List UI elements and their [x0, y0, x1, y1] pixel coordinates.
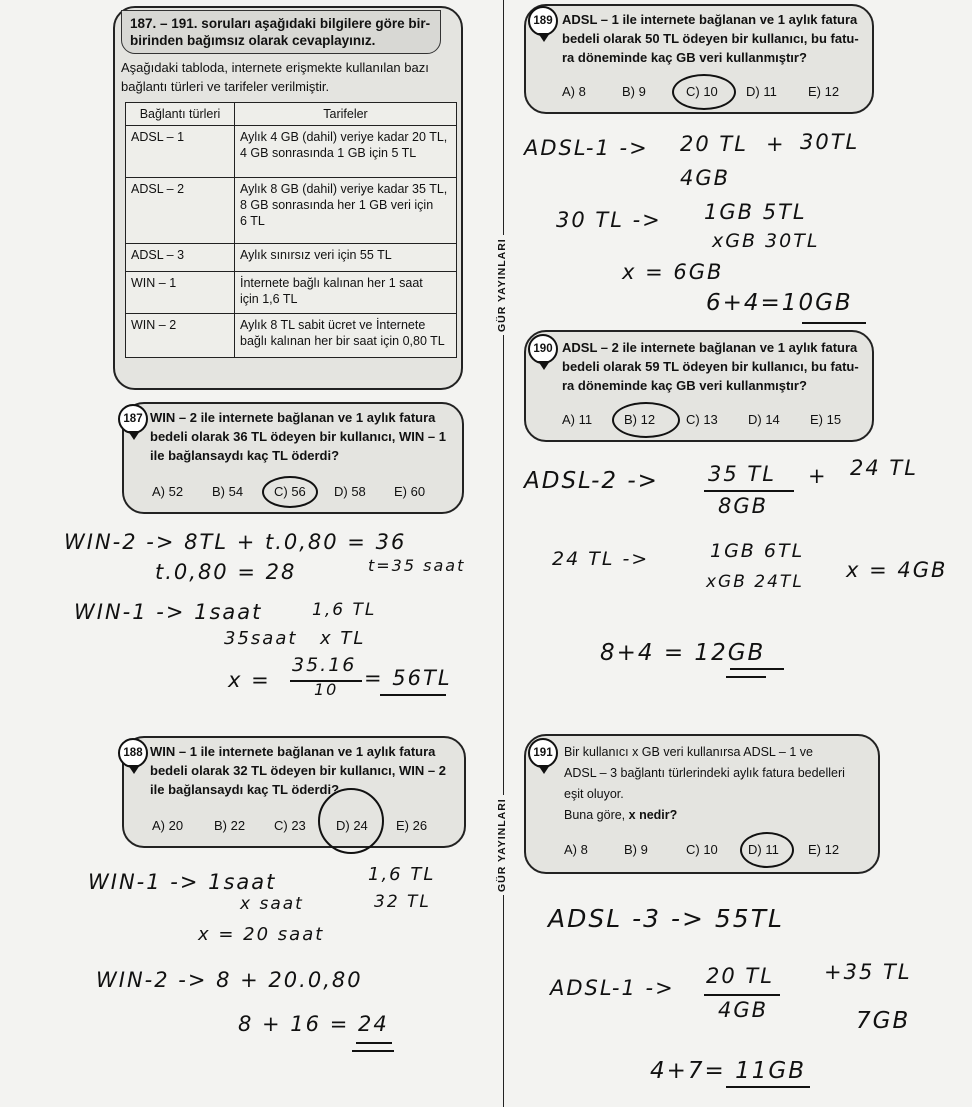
solution-189-line1: ADSL-1 -> [524, 136, 649, 160]
info-intro-line1: Aşağıdaki tabloda, internete erişmekte kullanılan bazı [121, 60, 429, 75]
question-190-text [562, 338, 859, 395]
cell-type: WIN – 2 [126, 314, 235, 358]
option-d[interactable]: D) 24 [336, 818, 368, 833]
question-line: bedeli olarak 59 TL ödeyen bir kullanıcı, bu fatu- [562, 359, 859, 374]
publisher-label-top: GÜR YAYINLARI [496, 235, 508, 335]
cell-tariff [235, 272, 457, 314]
tariff-line: Aylık 4 GB (dahil) veriye kadar 20 TL, [240, 130, 448, 144]
solution-187-x: x = [228, 668, 271, 692]
cell-tariff [235, 126, 457, 178]
option-e[interactable]: E) 12 [808, 84, 840, 99]
option-c[interactable]: C) 10 [686, 842, 718, 857]
tariff-line: 8 GB sonrasında her 1 GB veri için [240, 198, 434, 212]
solution-191-num1: 20 TL [706, 964, 774, 988]
answer-circle [262, 476, 318, 508]
option-a[interactable]: A) 8 [562, 84, 586, 99]
option-d[interactable]: D) 11 [748, 842, 779, 857]
solution-190-line4: xGB 24TL [706, 572, 804, 592]
info-intro [121, 58, 429, 96]
col-header-tariff: Tarifeler [235, 103, 457, 126]
publisher-label-bottom: GÜR YAYINLARI [496, 795, 508, 895]
question-188-card [122, 736, 466, 848]
fraction-bar [704, 490, 794, 492]
solution-187-line4b: x TL [320, 628, 366, 649]
option-a[interactable]: A) 11 [562, 412, 593, 427]
table-row [126, 178, 457, 244]
option-c[interactable]: C) 23 [274, 818, 306, 833]
solution-190-line2: 24 TL -> [552, 548, 650, 570]
option-c[interactable]: C) 56 [274, 484, 306, 499]
question-190-card [524, 330, 874, 442]
result-underline [380, 694, 446, 696]
answer-circle [612, 402, 680, 438]
table-row [126, 126, 457, 178]
option-d[interactable]: D) 58 [334, 484, 366, 499]
option-a[interactable]: A) 20 [152, 818, 184, 833]
solution-187-note: t=35 saat [368, 556, 466, 575]
option-e[interactable]: E) 26 [396, 818, 428, 833]
solution-187-unit: 1,6 TL [312, 600, 377, 620]
solution-191-num2: +35 TL [824, 960, 912, 984]
solution-188-unit1: 1,6 TL [368, 864, 436, 885]
solution-189-line3: 1GB 5TL [704, 200, 807, 224]
solution-187-line3: WIN-1 -> 1saat [74, 600, 263, 624]
solution-188-line1: WIN-1 -> 1saat [88, 870, 277, 894]
solution-187-result: = 56TL [364, 666, 452, 690]
answer-circle [672, 74, 736, 110]
question-line: ile bağlansaydı kaç TL öderdi? [150, 782, 340, 797]
solution-187-frac-den: 10 [314, 680, 339, 699]
tariff-line: Aylık 8 GB (dahil) veriye kadar 35 TL, [240, 182, 448, 196]
cell-tariff [235, 314, 457, 358]
result-underline [356, 1042, 392, 1044]
table-row [126, 314, 457, 358]
cell-type: ADSL – 3 [126, 244, 235, 272]
solution-191-line1: ADSL -3 -> 55TL [548, 904, 784, 933]
solution-190-den: 8GB [718, 494, 769, 518]
solution-189-line5: x = 6GB [622, 260, 724, 284]
question-line: bedeli olarak 36 TL ödeyen bir kullanıcı, WIN – 1 [150, 429, 446, 444]
info-header [121, 10, 441, 54]
fraction-bar [704, 994, 780, 996]
option-b[interactable]: B) 12 [624, 412, 656, 427]
tariff-line: Aylık sınırsız veri için 55 TL [240, 248, 392, 262]
tariff-line: bağlı kalınan her bir saat için 0,80 TL [240, 334, 445, 348]
question-187-pin-icon: 187 [118, 404, 148, 434]
solution-189-num2: 30TL [800, 130, 860, 154]
solution-187-line4a: 35saat [224, 628, 298, 649]
question-line: bedeli olarak 50 TL ödeyen bir kullanıcı, bu fatu- [562, 31, 859, 46]
question-line: ra döneminde kaç GB veri kullanmıştır? [562, 50, 807, 65]
solution-188-line4: WIN-2 -> 8 + 20.0,80 [96, 968, 363, 992]
cell-type: ADSL – 2 [126, 178, 235, 244]
option-b[interactable]: B) 54 [212, 484, 244, 499]
question-line: WIN – 2 ile internete bağlanan ve 1 aylık fatura [150, 410, 436, 425]
cell-type: ADSL – 1 [126, 126, 235, 178]
question-187-text [150, 408, 446, 465]
option-e[interactable]: E) 15 [810, 412, 842, 427]
info-header-line2: birinden bağımsız olarak cevaplayınız. [130, 33, 376, 48]
solution-188-line5: 8 + 16 = 24 [238, 1012, 389, 1036]
solution-190-num2: 24 TL [850, 456, 918, 480]
question-line: eşit oluyor. [564, 787, 624, 801]
tariff-header-row [126, 103, 457, 126]
question-189-card [524, 4, 874, 114]
solution-190-line1: ADSL-2 -> [524, 468, 659, 494]
tariff-line: için 1,6 TL [240, 292, 298, 306]
solution-187-line1: WIN-2 -> 8TL + t.0,80 = 36 [64, 530, 407, 554]
solution-188-unit2: 32 TL [374, 892, 431, 912]
column-divider [503, 0, 504, 1107]
question-line: ADSL – 1 ile internete bağlanan ve 1 aylık fatura [562, 12, 858, 27]
solution-190-x: x = 4GB [846, 558, 948, 582]
option-b[interactable]: B) 22 [214, 818, 246, 833]
question-line: ra döneminde kaç GB veri kullanmıştır? [562, 378, 807, 393]
answer-circle [318, 788, 384, 854]
question-line: Bir kullanıcı x GB veri kullanırsa ADSL – 1 ve [564, 745, 813, 759]
question-189-pin-icon: 189 [528, 6, 558, 36]
solution-190-num1: 35 TL [708, 462, 776, 486]
solution-190-line3: 1GB 6TL [710, 540, 805, 562]
tariff-line: 4 GB sonrasında 1 GB için 5 TL [240, 146, 417, 160]
option-b[interactable]: B) 9 [622, 84, 646, 99]
solution-189-plus: + [766, 132, 786, 156]
info-header-line1: 187. – 191. soruları aşağıdaki bilgilere göre bir- [130, 16, 431, 31]
tariff-table [125, 102, 457, 358]
question-191-text [564, 742, 845, 826]
solution-189-line2: 30 TL -> [556, 208, 662, 232]
info-box [113, 6, 463, 390]
question-188-text [150, 742, 446, 799]
question-190-pin-icon: 190 [528, 334, 558, 364]
option-a[interactable]: A) 8 [564, 842, 588, 857]
option-d[interactable]: D) 11 [746, 84, 777, 99]
question-line: bedeli olarak 32 TL ödeyen bir kullanıcı, WIN – 2 [150, 763, 446, 778]
question-191-card [524, 734, 880, 874]
option-b[interactable]: B) 9 [624, 842, 648, 857]
option-c[interactable]: C) 10 [686, 84, 718, 99]
question-line: WIN – 1 ile internete bağlanan ve 1 aylık fatura [150, 744, 436, 759]
solution-189-line4: xGB 30TL [712, 230, 820, 252]
solution-191-den2: 7GB [856, 1008, 911, 1034]
option-d[interactable]: D) 14 [748, 412, 780, 427]
option-e[interactable]: E) 60 [394, 484, 426, 499]
solution-187-frac-num: 35.16 [292, 654, 357, 676]
question-187-card [122, 402, 464, 514]
answer-circle [740, 832, 794, 868]
question-line [564, 805, 845, 826]
table-row [126, 244, 457, 272]
question-ask: x nedir? [628, 808, 678, 822]
table-row [126, 272, 457, 314]
tariff-line: İnternete bağlı kalınan her 1 saat [240, 276, 423, 290]
result-underline [802, 322, 866, 324]
result-underline [730, 668, 784, 670]
cell-tariff [235, 178, 457, 244]
cell-type: WIN – 1 [126, 272, 235, 314]
question-line: ADSL – 3 bağlantı türlerindeki aylık fatura bedelleri [564, 766, 845, 780]
solution-191-den1: 4GB [718, 998, 769, 1022]
solution-188-line2: x saat [240, 894, 304, 914]
result-underline [726, 1086, 810, 1088]
option-e[interactable]: E) 12 [808, 842, 840, 857]
question-189-text [562, 10, 859, 67]
question-prefix: Buna göre, [564, 808, 629, 822]
solution-189-result: 6+4=10GB [706, 290, 853, 316]
option-c[interactable]: C) 13 [686, 412, 718, 427]
col-header-type: Bağlantı türleri [126, 103, 235, 126]
solution-191-result: 4+7= 11GB [650, 1058, 806, 1084]
question-line: ile bağlansaydı kaç TL öderdi? [150, 448, 340, 463]
result-underline [726, 676, 766, 678]
question-191-pin-icon: 191 [528, 738, 558, 768]
solution-189-den: 4GB [680, 166, 731, 190]
info-intro-line2: bağlantı türleri ve tarifeler verilmiştir. [121, 79, 330, 94]
cell-tariff [235, 244, 457, 272]
solution-190-result: 8+4 = 12GB [600, 640, 766, 666]
option-a[interactable]: A) 52 [152, 484, 184, 499]
solution-191-line2: ADSL-1 -> [550, 976, 675, 1000]
tariff-line: 6 TL [240, 214, 265, 228]
question-188-pin-icon: 188 [118, 738, 148, 768]
tariff-line: Aylık 8 TL sabit ücret ve İnternete [240, 318, 426, 332]
solution-187-line2: t.0,80 = 28 [155, 560, 297, 584]
result-underline [352, 1050, 394, 1052]
solution-189-num1: 20 TL [680, 132, 748, 156]
solution-190-plus: + [808, 464, 828, 488]
solution-188-line3: x = 20 saat [198, 924, 325, 945]
question-line: ADSL – 2 ile internete bağlanan ve 1 aylık fatura [562, 340, 858, 355]
